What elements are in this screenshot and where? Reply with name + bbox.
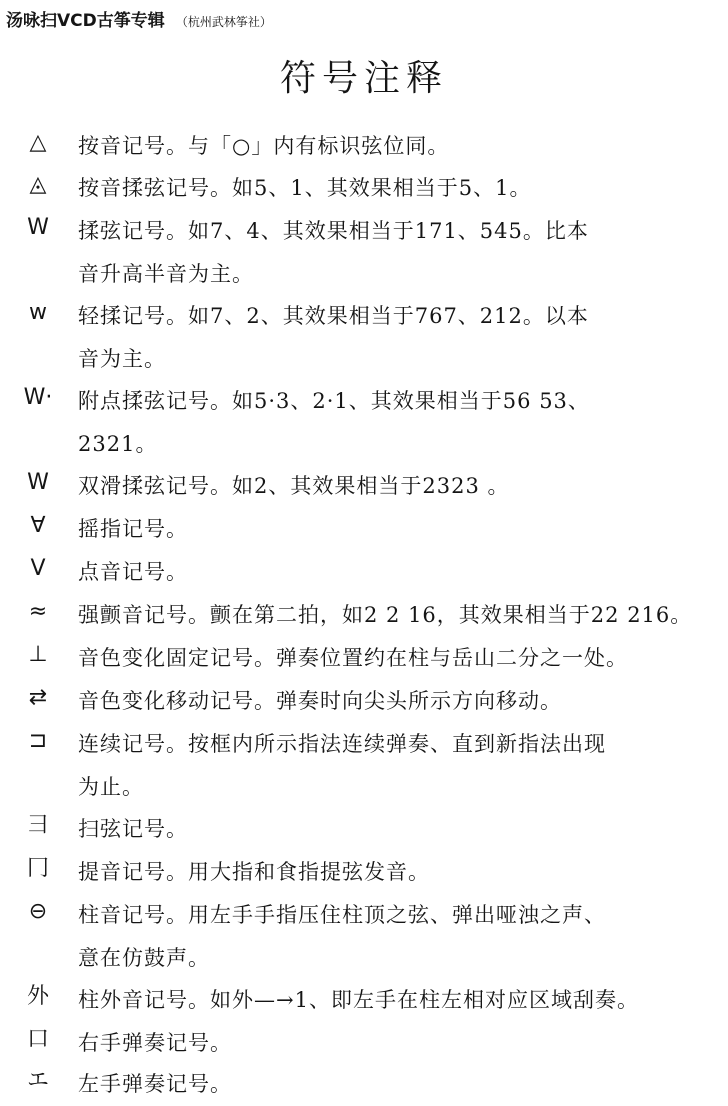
entry-anyin	[0, 125, 728, 168]
entry-text: 柱外音记号。如外—→1、即左手在柱左相对应区域刮奏。	[78, 988, 639, 1012]
series-title: 汤咏扫VCD古筝专辑	[6, 11, 165, 31]
entry-text-continued: 音为主。	[78, 347, 166, 371]
entry-yaozhi	[0, 508, 728, 551]
vibrato-symbol-icon: W	[27, 215, 49, 240]
entry-qingrou	[0, 295, 728, 381]
entry-yinse-guding	[0, 637, 728, 680]
left-hand-symbol-icon: エ	[26, 1068, 49, 1093]
entry-youshou	[0, 1022, 728, 1065]
double-slide-vibrato-symbol-icon: W	[27, 470, 49, 495]
entry-zhuwaiyin	[0, 979, 728, 1022]
page-title: 符号注释	[279, 58, 448, 99]
entry-text-continued: 为止。	[78, 775, 144, 799]
entry-zuoshou	[0, 1063, 728, 1106]
entry-text-continued: 音升高半音为主。	[78, 262, 254, 286]
entry-text: 左手弹奏记号。	[78, 1072, 232, 1096]
entry-text: 附点揉弦记号。如5·3、2·1、其效果相当于56 53、	[78, 389, 590, 413]
entry-text: 音色变化移动记号。弹奏时向尖头所示方向移动。	[78, 689, 562, 713]
document-header	[6, 6, 272, 31]
entry-rouxian	[0, 210, 728, 296]
continuous-frame-symbol-icon: ⊐	[28, 728, 48, 753]
light-vibrato-symbol-icon: w	[29, 300, 47, 325]
entry-text-continued: 意在仿鼓声。	[78, 946, 210, 970]
press-note-symbol-icon: △	[29, 130, 47, 155]
entry-text: 柱音记号。用左手手指压住柱顶之弦、弹出哑浊之声、	[78, 903, 606, 927]
entry-text: 强颤音记号。颤在第二拍，如2 2 16，其效果相当于22 216。	[78, 603, 693, 627]
entry-zhuyin	[0, 894, 728, 980]
entry-text: 右手弹奏记号。	[78, 1031, 232, 1055]
entry-shuanghua-rouxian	[0, 465, 728, 508]
entry-anyin-rouxian	[0, 167, 728, 210]
entry-lianxu	[0, 723, 728, 809]
entry-text: 音色变化固定记号。弹奏位置约在柱与岳山二分之一处。	[78, 646, 628, 670]
entry-text: 双滑揉弦记号。如2、其效果相当于2323 。	[78, 474, 510, 498]
dotted-vibrato-symbol-icon: W·	[23, 385, 53, 410]
entry-dianyin	[0, 551, 728, 594]
entry-fudian-rouxian	[0, 380, 728, 466]
right-hand-symbol-icon: 口	[26, 1027, 49, 1052]
entry-text: 连续记号。按框内所示指法连续弹奏、直到新指法出现	[78, 732, 606, 756]
entry-text: 扫弦记号。	[78, 817, 188, 841]
entry-text: 按音记号。与「○」内有标识弦位同。	[78, 134, 450, 158]
entry-text: 点音记号。	[78, 560, 188, 584]
entry-text: 轻揉记号。如7、2、其效果相当于767、212。以本	[78, 304, 589, 328]
entry-text: 揉弦记号。如7、4、其效果相当于171、545。比本	[78, 219, 589, 243]
tremolo-symbol-icon: ∀	[30, 513, 46, 538]
fixed-timbre-symbol-icon: ⊥	[28, 642, 48, 667]
entry-text: 摇指记号。	[78, 517, 188, 541]
entry-text-continued: 2321。	[78, 432, 158, 456]
press-vibrato-symbol-icon: ◬	[29, 172, 47, 197]
staccato-symbol-icon: V	[30, 556, 46, 581]
lift-note-symbol-icon: 冂	[26, 856, 49, 881]
sweep-strings-symbol-icon: 彐	[26, 813, 49, 838]
entry-text: 提音记号。用大指和食指提弦发音。	[78, 860, 430, 884]
entry-text: 按音揉弦记号。如5、1、其效果相当于5、1。	[78, 176, 532, 200]
strong-trill-symbol-icon: ≈	[28, 599, 48, 624]
entry-saoxian	[0, 808, 728, 851]
entry-qiangchanyin	[0, 594, 728, 637]
publisher-name: （杭州武林筝社）	[175, 15, 272, 29]
moving-timbre-arrows-icon: ⇄	[28, 685, 48, 710]
outside-bridge-symbol-icon: 外	[26, 984, 49, 1009]
bridge-note-symbol-icon: ⊖	[28, 899, 48, 924]
entry-tiyin	[0, 851, 728, 894]
entry-yinse-yidong	[0, 680, 728, 723]
